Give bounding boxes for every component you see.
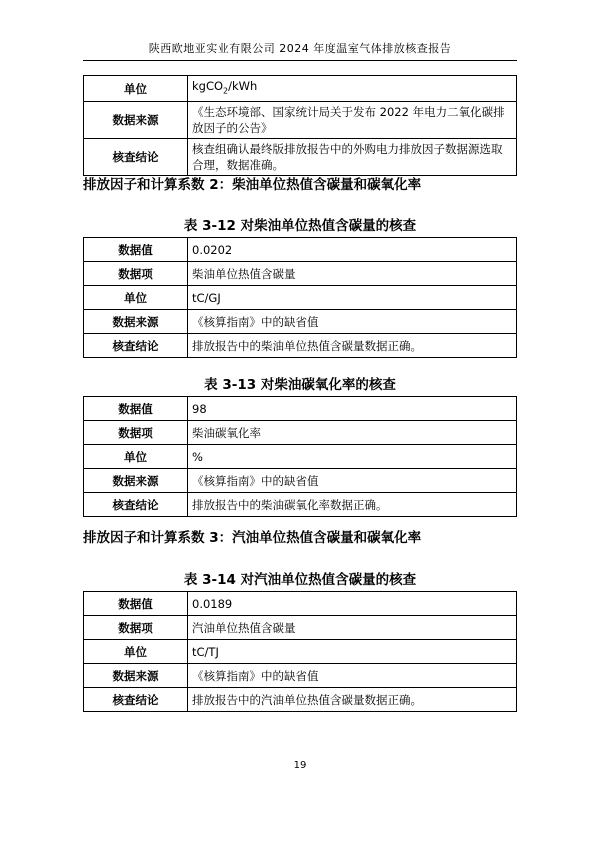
table-caption-3-12: 表 3-12 对柴油单位热值含碳量的核查 [183,218,417,234]
table-row [84,139,517,176]
row-value: % [188,445,517,469]
table-row [84,262,517,286]
table-row [84,445,517,469]
row-value: kgCO$_2$/kWh [188,76,517,102]
row-value: 柴油碳氧化率 [188,421,517,445]
page-header: 陕西欧地亚实业有限公司 2024 年度温室气体排放核查报告 [148,42,452,55]
table-row [84,286,517,310]
row-value: 0.0202 [188,238,517,262]
header-rule [83,60,517,61]
table-row [84,334,517,358]
section-title-2: 排放因子和计算系数 2：柴油单位热值含碳量和碳氧化率 [83,177,422,193]
row-value: 汽油单位热值含碳量 [188,616,517,640]
row-key: 单位 [84,76,188,102]
row-value: tC/GJ [188,286,517,310]
row-key: 单位 [84,286,188,310]
page-number: 19 [293,760,307,771]
row-key: 数据项 [84,421,188,445]
table-row [84,493,517,517]
row-value: 排放报告中的柴油碳氧化率数据正确。 [188,493,517,517]
table-3-14 [83,591,517,712]
table-row [84,592,517,616]
section-title-3: 排放因子和计算系数 3：汽油单位热值含碳量和碳氧化率 [83,530,422,546]
table-3-13 [83,396,517,517]
row-key: 数据值 [84,238,188,262]
row-value: 98 [188,397,517,421]
row-key: 单位 [84,640,188,664]
table-row [84,664,517,688]
row-value: 《核算指南》中的缺省值 [188,664,517,688]
row-key: 核查结论 [84,334,188,358]
row-key: 数据值 [84,592,188,616]
row-value: 《核算指南》中的缺省值 [188,310,517,334]
row-value: 《生态环境部、国家统计局关于发布 2022 年电力二氧化碳排放因子的公告》 [188,102,517,139]
table-row [84,421,517,445]
row-key: 核查结论 [84,688,188,712]
row-value: 0.0189 [188,592,517,616]
table-row [84,616,517,640]
table-row [84,397,517,421]
row-value: 排放报告中的柴油单位热值含碳量数据正确。 [188,334,517,358]
table-row [84,310,517,334]
row-key: 数据来源 [84,310,188,334]
row-key: 核查结论 [84,493,188,517]
table-electricity-factor [83,75,517,176]
row-key: 单位 [84,445,188,469]
table-row [84,688,517,712]
table-row [84,238,517,262]
row-value: 柴油单位热值含碳量 [188,262,517,286]
row-key: 数据值 [84,397,188,421]
table-row [84,102,517,139]
table-row [84,76,517,102]
row-value: 核查组确认最终版排放报告中的外购电力排放因子数据源选取合理，数据准确。 [188,139,517,176]
row-key: 数据来源 [84,469,188,493]
row-value: 《核算指南》中的缺省值 [188,469,517,493]
row-value: 排放报告中的汽油单位热值含碳量数据正确。 [188,688,517,712]
table-row [84,640,517,664]
table-caption-3-13: 表 3-13 对柴油碳氧化率的核查 [204,377,396,393]
row-key: 数据项 [84,616,188,640]
row-key: 数据项 [84,262,188,286]
row-value: tC/TJ [188,640,517,664]
row-key: 数据来源 [84,102,188,139]
table-row [84,469,517,493]
row-key: 数据来源 [84,664,188,688]
row-key: 核查结论 [84,139,188,176]
table-caption-3-14: 表 3-14 对汽油单位热值含碳量的核查 [183,572,417,588]
table-3-12 [83,237,517,358]
